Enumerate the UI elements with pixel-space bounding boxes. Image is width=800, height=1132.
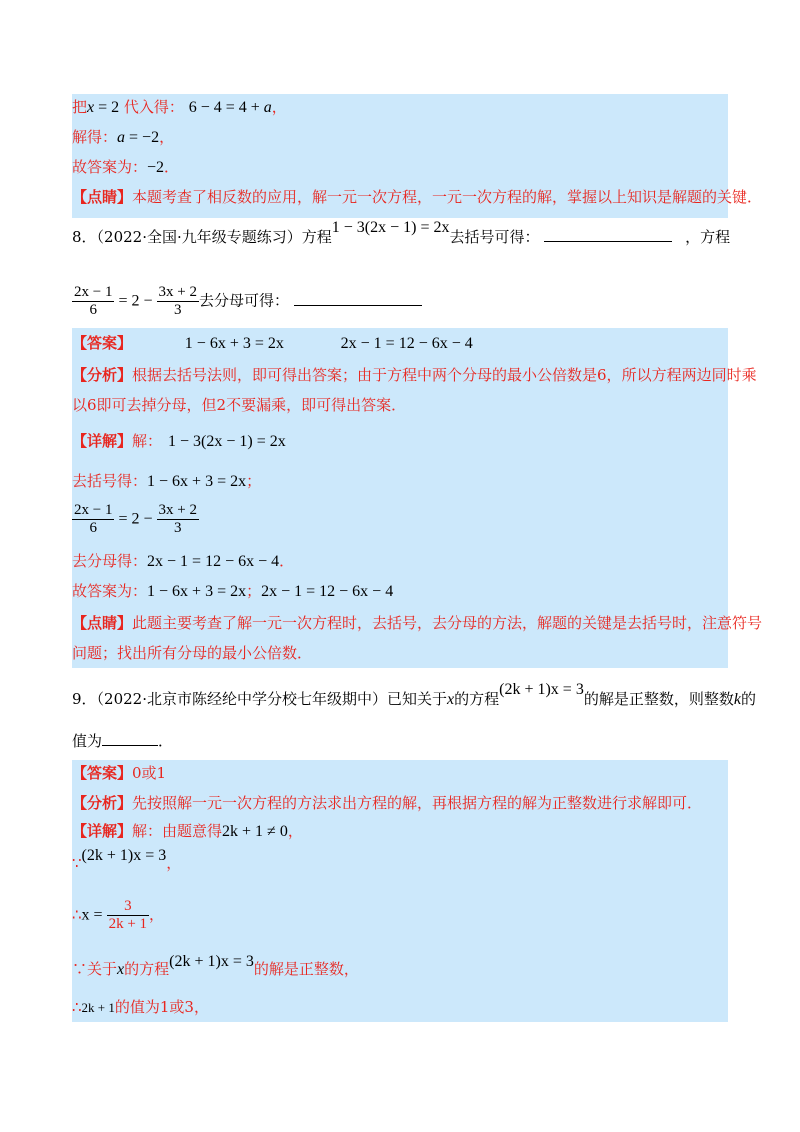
q9-question-line1: 9．（2022·北京市陈经纶中学分校七年级期中）已知关于x的方程(2k + 1)x = 3的解是正整数，则整数k的: [72, 681, 756, 708]
q8-detail-line: 【详解】解： 1 − 3(2x − 1) = 2x: [72, 432, 286, 450]
q9-because1-line: ∵(2k + 1)x = 3，: [72, 847, 182, 872]
q7-substitution-line: 把x = 2 代入得： 6 − 4 = 4 + a，: [72, 98, 287, 116]
q8-step1-line: 去括号得：1 − 6x + 3 = 2x；: [72, 472, 262, 490]
q8-fraction-2: $\frac{3x + 2}{3}$: [158, 284, 197, 318]
q8-note-line1: 【点睛】此题主要考查了解一元一次方程时，去括号，去分母的方法，解题的关键是去括号时，注意符号: [72, 614, 763, 632]
q9-therefore2-line: ∴2k + 1的值为1或3，: [72, 998, 209, 1016]
q9-analysis-line: 【分析】先按照解一元一次方程的方法求出方程的解，再根据方程的解为正整数进行求解即可．: [72, 794, 703, 812]
q8-question-line2: $\frac{2x - 1}{6}$ = 2 − $\frac{3x + 2}{3}$ 去分母可得：: [72, 284, 422, 319]
q7-answer-line: 故答案为：−2．: [72, 158, 180, 176]
q7-comment-line: 【点睛】本题考查了相反数的应用，解一元一次方程，一元一次方程的解，掌握以上知识是解题的关键．: [72, 188, 763, 206]
q9-blank[interactable]: [102, 730, 158, 746]
q8-step3-line: 去分母得：2x − 1 = 12 − 6x − 4．: [72, 552, 295, 570]
q8-blank-1[interactable]: [544, 226, 672, 242]
q8-blank-2[interactable]: [294, 290, 422, 306]
q8-question-line1: 8．（2022·全国·九年级专题练习）方程1 − 3(2x − 1) = 2x去括号可得： ，方程: [72, 219, 731, 246]
q9-detail-line: 【详解】解：由题意得2k + 1 ≠ 0，: [72, 822, 303, 840]
q7-solve-line: 解得：a = −2，: [72, 128, 175, 146]
q8-analysis-line1: 【分析】根据去括号法则，即可得出答案；由于方程中两个分母的最小公倍数是6，所以方程两边同时乘: [72, 366, 757, 384]
q8-analysis-line2: 以6即可去掉分母，但2不要漏乘，即可得出答案．: [72, 396, 407, 414]
q8-final-line: 故答案为：1 − 6x + 3 = 2x；2x − 1 = 12 − 6x − 4: [72, 582, 394, 600]
q8-step2-line: $\frac{2x - 1}{6}$ = 2 − $\frac{3x + 2}{3}$: [74, 502, 197, 536]
q9-therefore1-line: ∴x = $\frac{3}{2k + 1}$ ，: [72, 898, 165, 932]
q8-answer-line: 【答案】 1 − 6x + 3 = 2x 2x − 1 = 12 − 6x − 4: [72, 334, 473, 352]
q8-fraction-1: $\frac{2x - 1}{6}$: [74, 284, 113, 318]
q9-answer-line: 【答案】0或1: [72, 764, 167, 782]
q8-note-line2: 问题；找出所有分母的最小公倍数．: [72, 644, 313, 662]
q9-because2-line: ∵关于x的方程(2k + 1)x = 3的解是正整数，: [72, 953, 359, 978]
q9-question-line2: 值为 ．: [72, 732, 174, 750]
q9-fraction: $\frac{3}{2k + 1}$: [108, 898, 148, 932]
